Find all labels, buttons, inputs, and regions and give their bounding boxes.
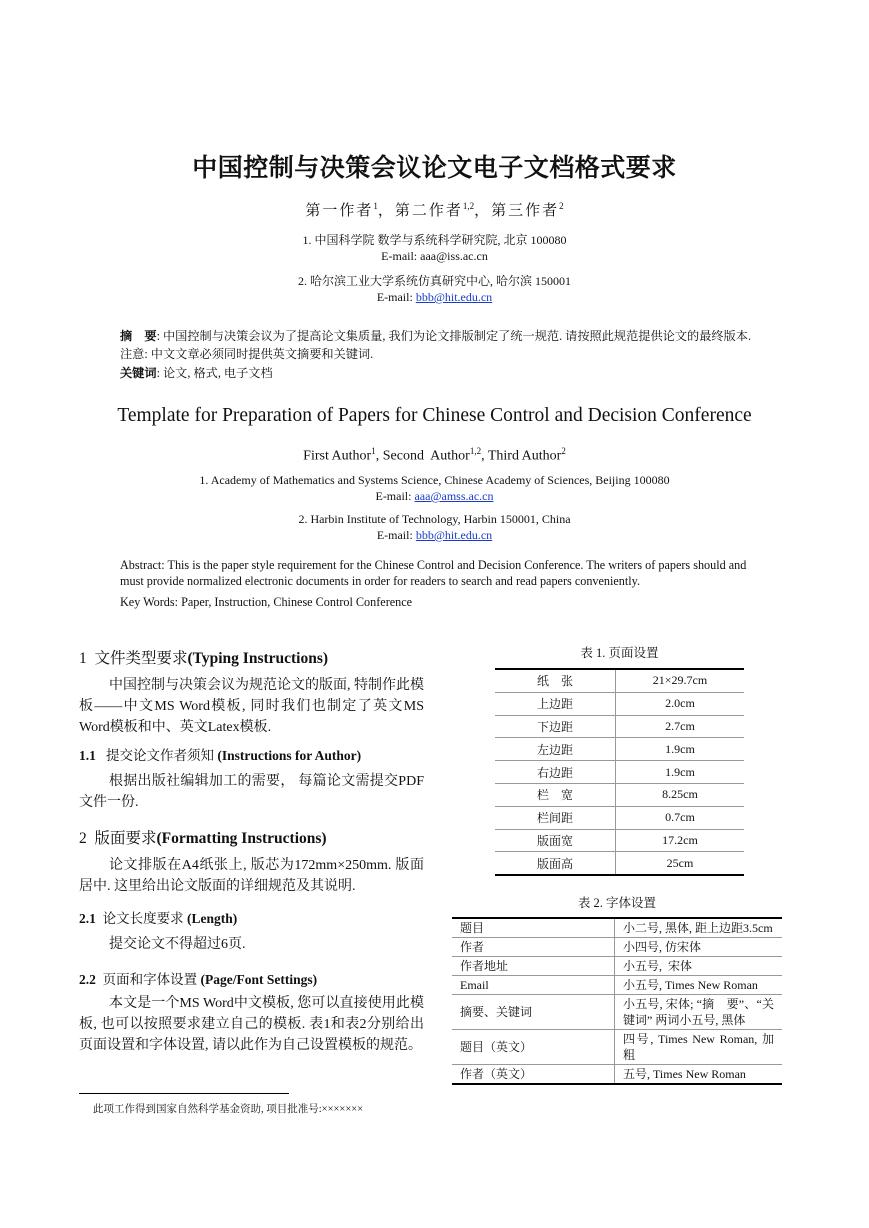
paragraph: 论文排版在A4纸张上, 版芯为172mm×250mm. 版面居中. 这里给出论文版面的详细规范及其说明. <box>79 858 424 894</box>
affiliation-email <box>0 527 869 543</box>
table-row <box>495 692 744 715</box>
author-en: Second Author <box>382 448 470 464</box>
email-link[interactable]: aaa@amss.ac.cn <box>414 489 494 503</box>
author-list-en <box>0 446 869 465</box>
table-row <box>452 976 782 995</box>
abstract-cn <box>120 327 752 363</box>
table-cell: 25cm <box>616 852 745 875</box>
email-label: E-mail: <box>381 249 421 263</box>
table-cell: 小四号, 仿宋体 <box>615 938 783 957</box>
table-row <box>495 806 744 829</box>
table-cell: 上边距 <box>495 692 616 715</box>
author-affil-mark: 2 <box>559 201 564 211</box>
table-row <box>452 957 782 976</box>
font-settings-table <box>452 917 782 1085</box>
email-link[interactable]: bbb@hit.edu.cn <box>415 528 493 542</box>
subsection-heading <box>79 968 424 988</box>
author-affil-mark: 2 <box>561 446 566 456</box>
table-caption: 表 1. 页面设置 <box>580 646 659 660</box>
section-number: 2 <box>79 830 87 847</box>
author-affil-mark: 1 <box>373 201 378 211</box>
table-cell: 小五号, 宋体 <box>615 957 783 976</box>
table-cell: 8.25cm <box>616 783 745 806</box>
affiliation-text: 1. 中国科学院 数学与系统科学研究院, 北京 100080 <box>302 233 567 247</box>
table-row <box>495 738 744 761</box>
section-title-en: (Typing Instructions) <box>187 650 329 667</box>
table-cell: 右边距 <box>495 761 616 784</box>
table-row <box>495 852 744 875</box>
table-cell: 小二号, 黑体, 距上边距3.5cm <box>623 921 773 935</box>
section-number: 1 <box>79 650 87 667</box>
author-affil-mark: 1 <box>371 446 376 456</box>
table-row <box>495 829 744 852</box>
table-cell: 纸 张 <box>495 669 616 692</box>
footnote: 此项工作得到国家自然科学基金资助, 项目批准号:××××××× <box>93 1104 364 1115</box>
section-number: 2.1 <box>79 911 96 926</box>
table-row <box>452 1030 782 1065</box>
table-cell: 栏 宽 <box>495 783 616 806</box>
table-cell: 21×29.7cm <box>652 673 708 688</box>
affiliation-cn-1 <box>0 232 869 264</box>
table-cell: 2.0cm <box>616 692 745 715</box>
abstract-text-cn: : 中国控制与决策会议为了提高论文集质量, 我们为论文排版制定了统一规范. 请按照此规范提供论文的最终版本. 注意: 中文文章必须同时提供英文摘要和关键词. <box>120 329 752 361</box>
table-cell: 版面高 <box>495 852 616 875</box>
table-cell: 下边距 <box>495 715 616 738</box>
table-cell: 0.7cm <box>616 806 745 829</box>
abstract-en: Abstract: This is the paper style requirement for the Chinese Control and Decision Conference. The writers of papers should and must provide normalized electronic documents in order for readers to search and read papers conveniently. <box>120 558 747 588</box>
table-row <box>452 938 782 957</box>
section-title-en: (Instructions for Author) <box>217 748 362 763</box>
author-cn: 第二作者 <box>394 203 463 219</box>
table-cell: 小五号, 宋体; “摘 要”、“关键词” 两词小五号, 黑体 <box>615 995 783 1030</box>
table-cell: 栏间距 <box>495 806 616 829</box>
author-separator: ， <box>474 203 492 219</box>
table-cell: 17.2cm <box>616 829 745 852</box>
section-title-en: (Length) <box>187 911 238 926</box>
paragraph: 提交论文不得超过6页. <box>109 937 246 952</box>
table-row <box>495 783 744 806</box>
author-list-cn <box>0 199 869 220</box>
author-cn: 第三作者 <box>491 203 560 219</box>
keywords-label-cn: 关键词 <box>120 366 157 380</box>
author-cn: 第一作者 <box>305 203 374 219</box>
keywords-text-cn: : 论文, 格式, 电子文档 <box>156 366 273 380</box>
table-row <box>452 995 782 1030</box>
paper-title-cn: 中国控制与决策会议论文电子文档格式要求 <box>192 153 677 182</box>
table-cell: 四号, Times New Roman, 加粗 <box>615 1030 783 1065</box>
table-cell: 版面宽 <box>495 829 616 852</box>
section-number: 2.2 <box>79 972 96 987</box>
email-label: E-mail: <box>376 528 416 542</box>
subsection-heading <box>79 907 424 927</box>
section-title-cn: 页面和字体设置 <box>102 972 198 988</box>
affiliation-email <box>0 289 869 305</box>
table-cell: 小五号, Times New Roman <box>615 976 783 995</box>
paper-title-en: Template for Preparation of Papers for Chinese Control and Decision Conference <box>117 405 752 426</box>
section-title-cn: 论文长度要求 <box>102 911 184 927</box>
table-cell: 五号, Times New Roman <box>615 1065 783 1085</box>
page-settings-table <box>495 668 744 876</box>
author-affil-mark: 1,2 <box>469 446 482 456</box>
affiliation-en-2 <box>0 511 869 543</box>
affiliation-text: 2. Harbin Institute of Technology, Harbin 150001, China <box>298 512 571 526</box>
keywords-cn <box>120 364 752 382</box>
table-cell: 作者 <box>452 938 615 957</box>
email-label: E-mail: <box>376 290 416 304</box>
section-heading <box>79 826 424 848</box>
section-title-cn: 版面要求 <box>94 829 157 847</box>
abstract-label-cn: 摘 要 <box>120 329 157 343</box>
table-caption: 表 2. 字体设置 <box>577 896 657 910</box>
section-title-cn: 文件类型要求 <box>94 649 188 667</box>
author-en: First Author <box>303 448 372 464</box>
affiliation-email <box>0 488 869 504</box>
table-cell: 作者地址 <box>452 957 615 976</box>
paragraph: 中国控制与决策会议为规范论文的版面, 特制作此模板——中文MS Word模板, 同时我们也制定了英文MS Word模板和中、英文Latex模板. <box>79 678 424 735</box>
author-en: Third Author <box>487 448 562 464</box>
keywords-en: Key Words: Paper, Instruction, Chinese Control Conference <box>120 595 413 609</box>
affiliation-en-1 <box>0 472 869 504</box>
email-address: aaa@iss.ac.cn <box>420 249 488 263</box>
table-cell: 作者（英文） <box>452 1065 615 1085</box>
table-cell: 题目 <box>452 918 615 938</box>
subsection-heading <box>79 744 424 764</box>
author-separator: , <box>375 448 383 464</box>
section-title-en: (Page/Font Settings) <box>200 972 318 987</box>
section-title-en: (Formatting Instructions) <box>156 830 327 847</box>
table-row <box>495 669 744 692</box>
table-cell: 题目（英文） <box>452 1030 615 1065</box>
email-link[interactable]: bbb@hit.edu.cn <box>415 290 493 304</box>
section-title-cn: 提交论文作者须知 <box>106 748 214 764</box>
author-separator: , <box>481 448 488 464</box>
affiliation-cn-2 <box>0 273 869 305</box>
email-label: E-mail: <box>375 489 415 503</box>
paragraph: 本文是一个MS Word中文模板, 您可以直接使用此模板, 也可以按照要求建立自己的模板. 表1和表2分别给出页面设置和字体设置, 请以此作为自己设置模板的规范。 <box>79 996 424 1053</box>
footnote-rule <box>79 1093 289 1094</box>
table-row <box>495 715 744 738</box>
table-cell: Email <box>452 976 615 995</box>
table-cell: 1.9cm <box>616 738 745 761</box>
table-cell: 1.9cm <box>616 761 745 784</box>
table-cell: 左边距 <box>495 738 616 761</box>
paragraph: 根据出版社编辑加工的需要， 每篇论文需提交PDF文件一份. <box>79 774 424 810</box>
table-cell: 摘要、关键词 <box>452 995 615 1030</box>
table-row <box>495 761 744 784</box>
author-separator: ， <box>377 203 395 219</box>
author-affil-mark: 1,2 <box>462 201 475 211</box>
section-number: 1.1 <box>79 748 96 763</box>
table-row <box>452 918 782 938</box>
table-cell: 2.7cm <box>616 715 745 738</box>
table-row <box>452 1065 782 1085</box>
section-heading <box>79 646 424 668</box>
affiliation-email <box>0 248 869 264</box>
affiliation-text: 1. Academy of Mathematics and Systems Science, Chinese Academy of Sciences, Beijing 100080 <box>199 473 670 487</box>
affiliation-text: 2. 哈尔滨工业大学系统仿真研究中心, 哈尔滨 150001 <box>297 274 571 288</box>
